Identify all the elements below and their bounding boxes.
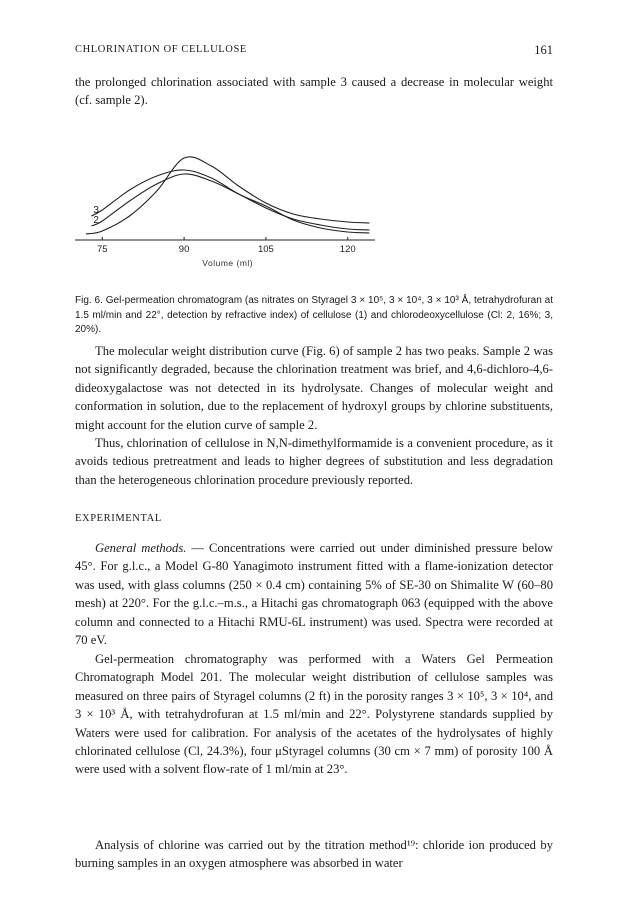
x-tick-label-120: 120 [339, 244, 356, 255]
chromatogram-chart [75, 128, 375, 274]
x-tick-label-75: 75 [96, 244, 108, 255]
running-head [75, 44, 553, 60]
gpc-chromatogram-figure [75, 128, 375, 274]
general-methods-body: — Concentrations were carried out under diminished pressure below 45°. For g.l.c., a Model G-80 Yanagimoto instrument fitted with a flame-ionization detector was used, with glass columns (250 × 0.4 cm) containing 5% of SE-30 on Shimalite W (60–80 mesh) at 220°. For the g.l.c.–m.s., a Hitachi gas chromatograph 063 (equipped with the above column and connected to a Hitachi RMU-6L instrument) was used. Spectra were recorded at 70 eV. [75, 541, 554, 648]
curve-2 [91, 174, 369, 230]
intro-paragraph: the prolonged chlorination associated with sample 3 caused a decrease in molecular weight (cf. sample 2). [75, 75, 553, 108]
running-title: CHLORINATION OF CELLULOSE [75, 44, 247, 55]
experimental-paragraph-general-methods [75, 539, 553, 649]
section-heading-experimental: EXPERIMENTAL [75, 513, 162, 524]
curve-label-3: 3 [93, 205, 99, 216]
experimental-paragraph-chlorine: Analysis of chlorine was carried out by the titration method¹⁹: chloride ion produced by burning samples in an oxygen atmosphere was absorbed in water [75, 838, 553, 871]
discussion-paragraph-1: The molecular weight distribution curve (Fig. 6) of sample 2 has two peaks. Sample 2 was not significantly degraded, because the chlorination treatment was brief, and 4,6-dichloro-4,6-dideoxygalactose was not detected in its hydrolysate. Changes of molecular weight and conformation in solution, due to the replacement of hydroxyl groups by chlorine substituents, might account for the elution curve of sample 2. [75, 344, 553, 432]
page-number: 161 [534, 43, 553, 57]
discussion-paragraph-2: Thus, chlorination of cellulose in N,N-dimethylformamide is a convenient procedure, as it avoids tedious pretreatment and leads to higher degrees of substitution and less degradation than the heterogeneous chlorination procedure previously reported. [75, 436, 553, 487]
x-axis-label: Volume (ml) [202, 258, 254, 268]
experimental-paragraph-gpc: Gel-permeation chromatography was performed with a Waters Gel Permeation Chromatograph Model 201. The molecular weight distribution of cellulose samples was measured on three pairs of Styragel columns (2 ft) in the porosity ranges 3 × 10⁵, 3 × 10⁴, and 3 × 10³ Å, with tetrahydrofuran at 1.5 ml/min and 22°. Polystyrene standards supplied by Waters were used for calibration. For analysis of the acetates of the hydrolysates of highly chlorinated cellulose (Cl, 24.3%), four μStyragel columns (30 cm × 7 mm) of porosity 100 Å were used with a solvent flow-rate of 1 ml/min at 23°. [75, 652, 553, 777]
curve-1 [86, 157, 370, 234]
x-tick-label-90: 90 [178, 244, 190, 255]
curve-label-2: 2 [93, 215, 99, 226]
x-tick-label-105: 105 [257, 244, 274, 255]
figure-caption: Fig. 6. Gel-permeation chromatogram (as nitrates on Styragel 3 × 10⁵, 3 × 10⁴, 3 × 10³ Å, tetrahydrofuran at 1.5 ml/min and 22°, detection by refractive index) of cellulose (1) and chlorodeoxycellulose (Cl: 2, 16%; 3, 20%). [75, 295, 553, 336]
general-methods-lead: General methods. [95, 541, 187, 555]
